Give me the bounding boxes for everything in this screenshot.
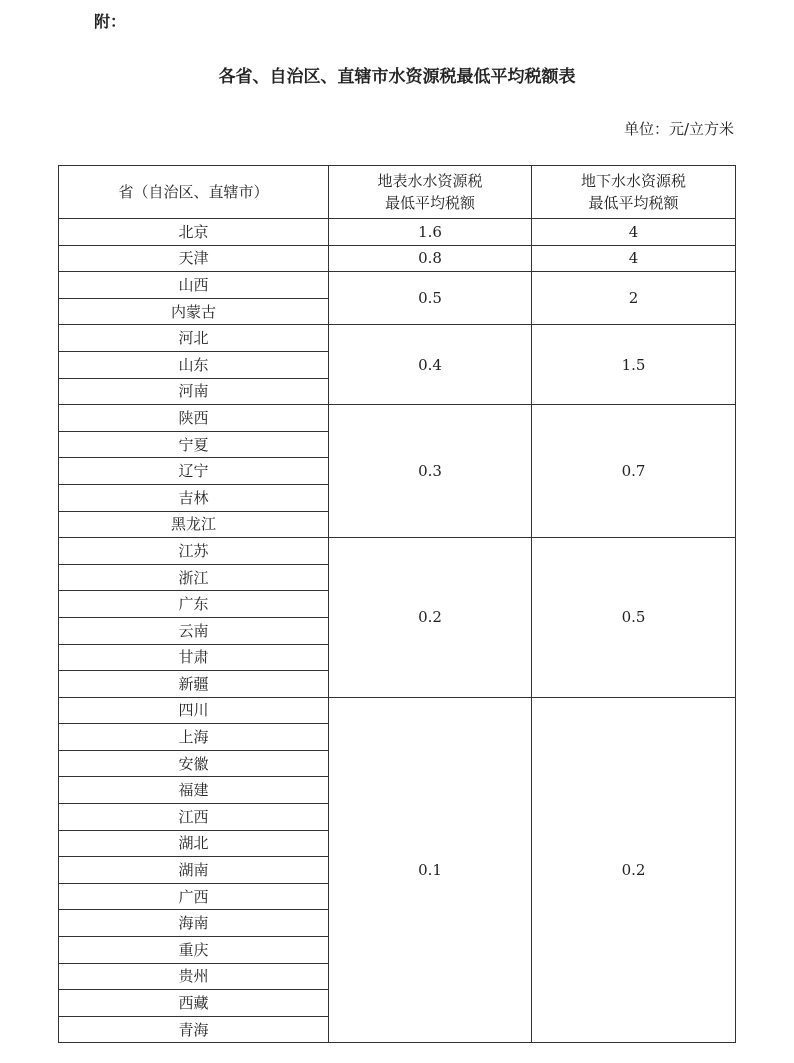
province-cell: 甘肃	[59, 644, 329, 671]
province-cell: 浙江	[59, 564, 329, 591]
surface-water-rate-cell: 0.1	[329, 697, 532, 1043]
province-cell: 新疆	[59, 671, 329, 698]
tax-rate-table	[58, 165, 736, 1043]
province-cell: 内蒙古	[59, 298, 329, 325]
header-ground-line2: 最低平均税额	[588, 194, 679, 212]
province-cell: 海南	[59, 910, 329, 937]
document-title: 各省、自治区、直辖市水资源税最低平均税额表	[218, 67, 576, 87]
province-cell: 青海	[59, 1016, 329, 1043]
table-header-row	[59, 166, 736, 219]
province-cell: 山西	[59, 272, 329, 299]
ground-water-rate-cell: 4	[532, 219, 736, 246]
province-cell: 山东	[59, 351, 329, 378]
header-ground-line1: 地下水水资源税	[580, 172, 686, 190]
ground-water-rate-cell: 0.2	[532, 697, 736, 1043]
table-row	[59, 325, 736, 352]
province-cell: 吉林	[59, 484, 329, 511]
surface-water-rate-cell: 0.3	[329, 405, 532, 538]
table-row	[59, 245, 736, 272]
province-cell: 北京	[59, 219, 329, 246]
province-cell: 重庆	[59, 937, 329, 964]
surface-water-rate-cell: 1.6	[329, 219, 532, 246]
province-cell: 湖南	[59, 857, 329, 884]
surface-water-rate-cell: 0.8	[329, 245, 532, 272]
table-row	[59, 697, 736, 724]
table-row	[59, 272, 736, 299]
unit-note: 单位：元/立方米	[623, 120, 734, 138]
ground-water-rate-cell: 0.7	[532, 405, 736, 538]
province-cell: 贵州	[59, 963, 329, 990]
province-cell: 云南	[59, 617, 329, 644]
ground-water-rate-cell: 4	[532, 245, 736, 272]
header-province	[59, 166, 329, 219]
province-cell: 西藏	[59, 990, 329, 1017]
table-row	[59, 538, 736, 565]
province-cell: 黑龙江	[59, 511, 329, 538]
header-surface-line1: 地表水水资源税	[377, 172, 483, 190]
table-row	[59, 219, 736, 246]
province-cell: 河北	[59, 325, 329, 352]
province-cell: 安徽	[59, 750, 329, 777]
province-cell: 陕西	[59, 405, 329, 432]
header-surface-water	[329, 166, 532, 219]
header-surface-line2: 最低平均税额	[384, 194, 475, 212]
province-cell: 广东	[59, 591, 329, 618]
header-province-label: 省（自治区、直辖市）	[118, 183, 269, 201]
ground-water-rate-cell: 1.5	[532, 325, 736, 405]
province-cell: 广西	[59, 883, 329, 910]
province-cell: 福建	[59, 777, 329, 804]
ground-water-rate-cell: 0.5	[532, 538, 736, 698]
province-cell: 江西	[59, 804, 329, 831]
province-cell: 江苏	[59, 538, 329, 565]
province-cell: 河南	[59, 378, 329, 405]
appendix-label: 附：	[94, 12, 127, 31]
table-row	[59, 405, 736, 432]
province-cell: 湖北	[59, 830, 329, 857]
surface-water-rate-cell: 0.2	[329, 538, 532, 698]
province-cell: 宁夏	[59, 431, 329, 458]
ground-water-rate-cell: 2	[532, 272, 736, 325]
province-cell: 四川	[59, 697, 329, 724]
table-body	[59, 219, 736, 1043]
header-ground-water	[532, 166, 736, 219]
surface-water-rate-cell: 0.4	[329, 325, 532, 405]
surface-water-rate-cell: 0.5	[329, 272, 532, 325]
province-cell: 上海	[59, 724, 329, 751]
province-cell: 天津	[59, 245, 329, 272]
province-cell: 辽宁	[59, 458, 329, 485]
